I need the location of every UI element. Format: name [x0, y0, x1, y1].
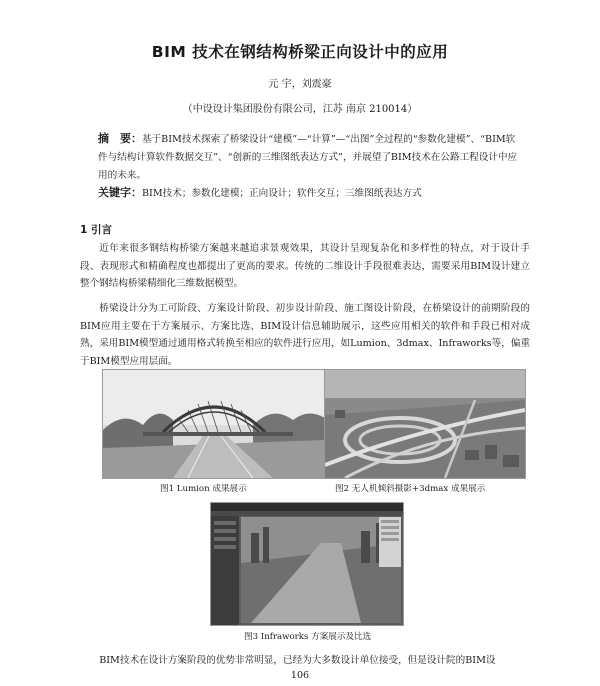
figure-1-caption: 图1 Lumion 成果展示 [160, 484, 247, 494]
affiliation: （中设设计集团股份有限公司，江苏 南京 210014） [182, 104, 418, 115]
figure-1-lumion-bridge [102, 369, 326, 479]
figure-2-caption: 图2 无人机倾斜摄影+3dmax 成果展示 [335, 484, 486, 494]
keywords-text: BIM技术；参数化建模；正向设计；软件交互；三维图纸表达方式 [142, 188, 422, 199]
figure-3-infraworks [210, 502, 404, 626]
paragraph-1: 近年来很多钢结构桥梁方案越来越追求景观效果，其设计呈现复杂化和多样性的特点，对于设计手段、表现形式和精确程度也都提出了更高的要求。传统的二维设计手段很难表达，需要采用BIM设计建立整个钢结构桥梁精细化三维数据模型。 [80, 243, 530, 290]
authors: 元 宇，刘震豪 [268, 79, 332, 90]
figure-3-caption: 图3 Infraworks 方案展示及比选 [244, 632, 372, 642]
keywords-label: 关键字： [98, 186, 142, 199]
paragraph-2: 桥梁设计分为工可阶段、方案设计阶段、初步设计阶段、施工图设计阶段，在桥梁设计的前期阶段的BIM应用主要在于方案展示、方案比选、BIM设计信息辅助展示，这些应用相关的软件和手段已相对成熟，采用BIM模型通过通用格式转换至相应的软件进行应用，如Lumion、3dmax、Infraworks等，偏重于BIM模型应用层面。 [80, 303, 530, 367]
section-heading: 1 引言 [80, 224, 112, 236]
page-number: 106 [290, 670, 310, 681]
abstract [98, 130, 518, 185]
figure-2-aerial-3dmax [324, 369, 526, 479]
abstract-text: 基于BIM技术探索了桥梁设计“建模”—“计算”—“出图”全过程的“参数化建模”、“BIM软件与结构计算软件数据交互”、“创新的三维图纸表达方式”，并展望了BIM技术在公路工程设计中应用的未来。 [98, 134, 518, 181]
abstract-label: 摘 要： [98, 132, 142, 145]
paper-title: BIM 技术在钢结构桥梁正向设计中的应用 [151, 43, 449, 61]
keywords [98, 184, 518, 200]
last-line: BIM技术在设计方案阶段的优势非常明显，已经为大多数设计单位接受，但是设计院的BIM设 [99, 655, 496, 666]
